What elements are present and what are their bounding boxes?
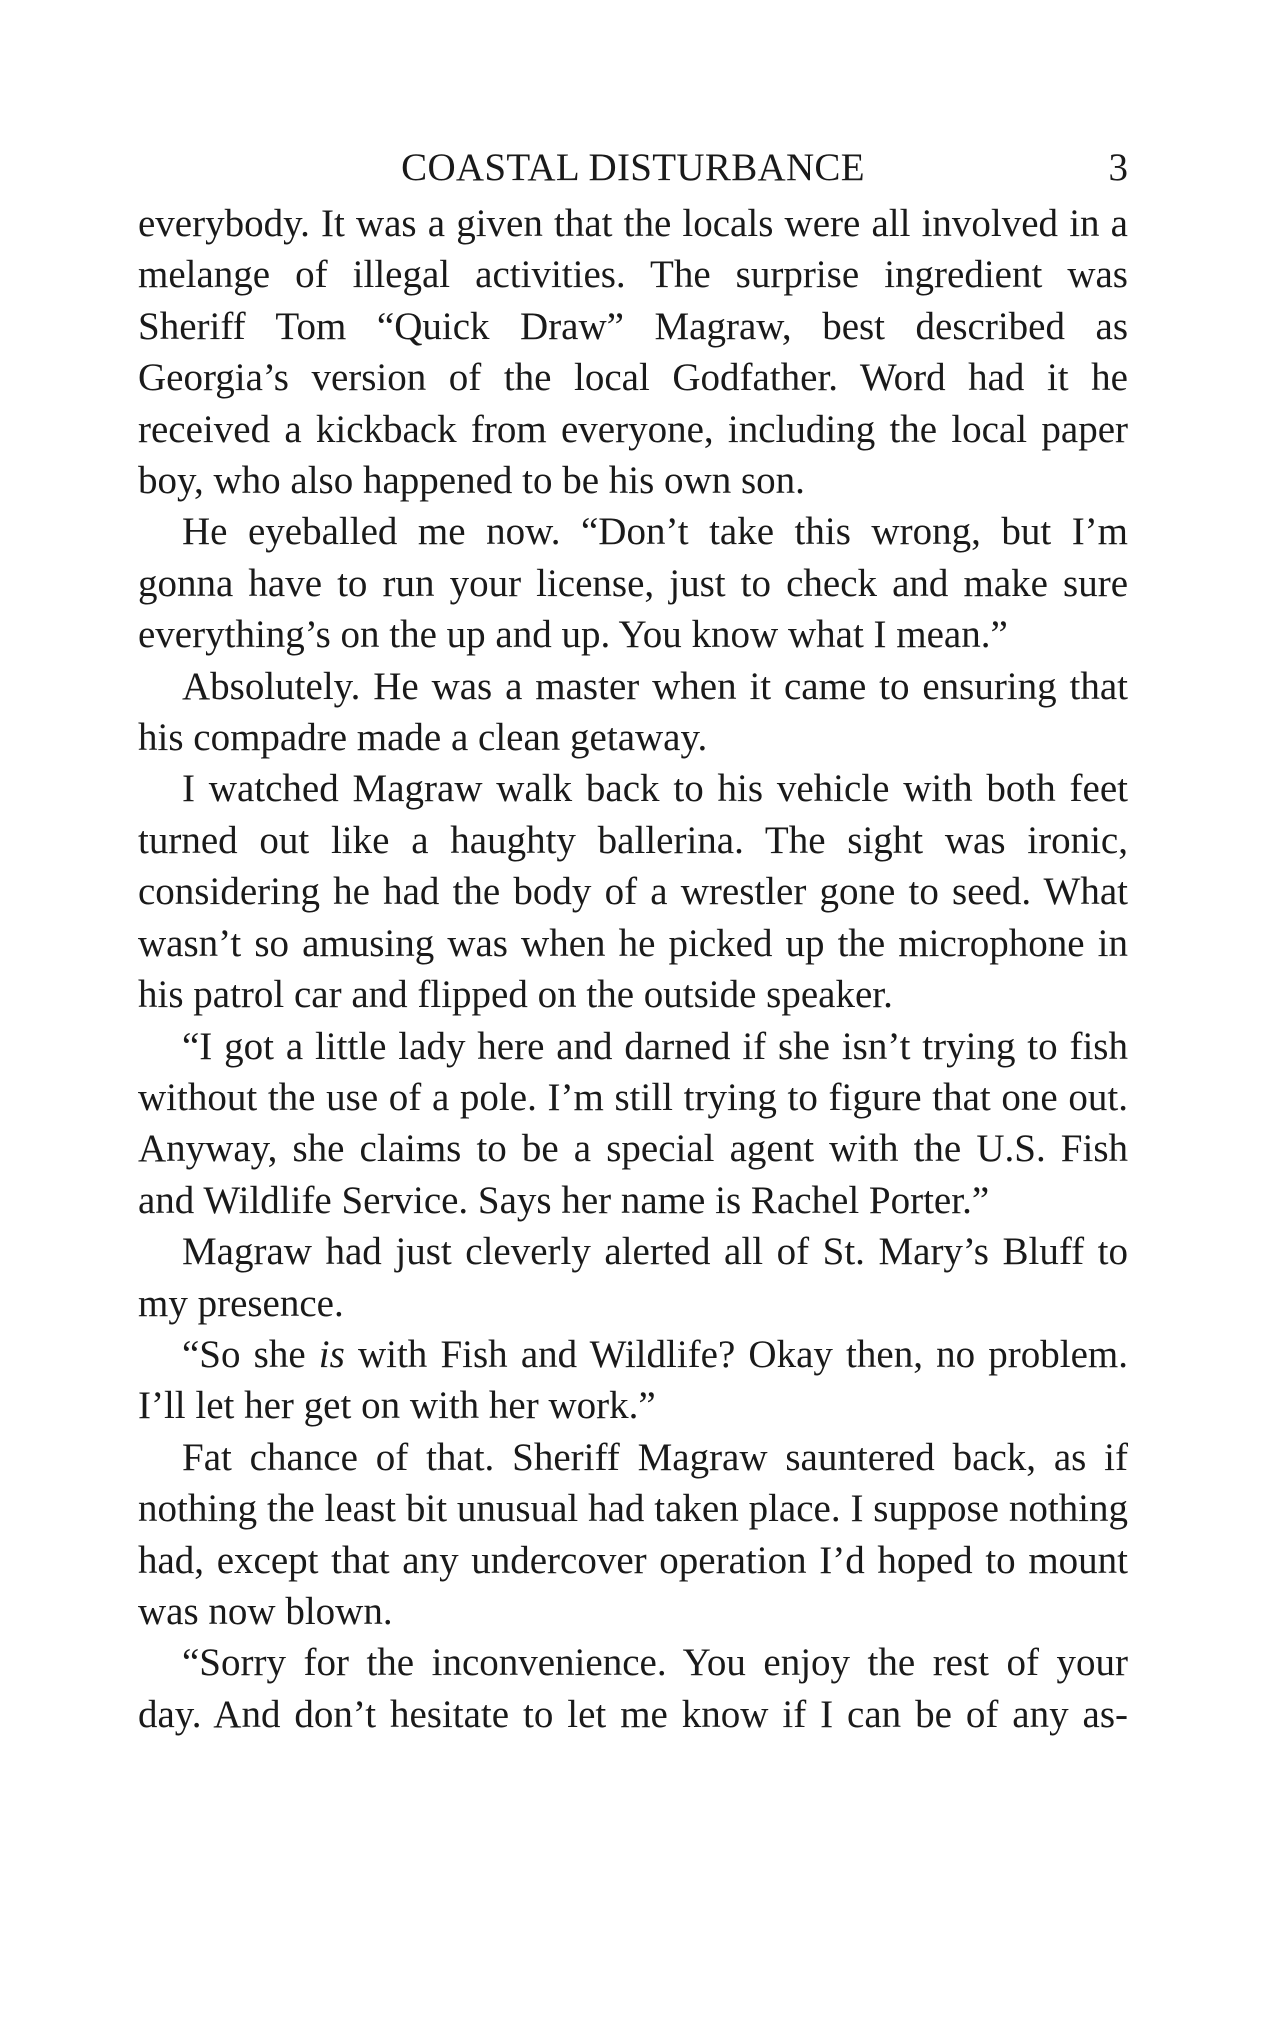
paragraph-text: “So she	[182, 1332, 319, 1376]
body-text	[138, 198, 1128, 1740]
emphasis-text: is	[318, 1332, 345, 1376]
paragraph-with-emphasis	[138, 1329, 1128, 1432]
paragraph: Absolutely. He was a master when it came to ensuring that his compadre made a clean getaway.	[138, 664, 1128, 760]
running-head-title: COASTAL DISTURBANCE	[401, 146, 865, 189]
book-page	[138, 138, 1128, 1740]
paragraph-continued: everybody. It was a given that the locals were all involved in a melange of illegal activities. The surprise ingredient was Sheriff Tom “Quick Draw” Magraw, best described as Georgia’s version of the local Godfather. Word had it he received a kickback from everyone, including the local paper boy, who also happened to be his own son.	[138, 202, 1128, 503]
page-number: 3	[1108, 146, 1128, 189]
paragraph: “I got a little lady here and darned if she isn’t trying to fish without the use of a pole. I’m still trying to figure that one out. Anyway, she claims to be a special agent with the U.S. Fish and Wildlife Service. Says her name is Rachel Porter.”	[138, 1024, 1128, 1222]
running-head	[138, 138, 1128, 198]
paragraph-text: with Fish and Wildlife? Okay then, no problem. I’ll let her get on with her work.”	[138, 1332, 1128, 1428]
paragraph: Magraw had just cleverly alerted all of St. Mary’s Bluff to my presence.	[138, 1230, 1128, 1325]
paragraph: I watched Magraw walk back to his vehicle with both feet turned out like a haughty ballerina. The sight was ironic, considering he had the body of a wrestler gone to seed. What wasn’t so amusing was when he picked up the microphone in his patrol car and flipped on the outside speaker.	[138, 767, 1128, 1017]
paragraph: Fat chance of that. Sheriff Magraw sauntered back, as if nothing the least bit unusual had taken place. I suppose nothing had, except that any undercover operation I’d hoped to mount was now blown.	[138, 1435, 1128, 1633]
paragraph-runover: “Sorry for the inconvenience. You enjoy the rest of your day. And don’t hesitate to let me know if I can be of any as-	[138, 1641, 1128, 1736]
paragraph: He eyeballed me now. “Don’t take this wrong, but I’m gonna have to run your license, just to check and make sure everything’s on the up and up. You know what I mean.”	[138, 510, 1128, 657]
